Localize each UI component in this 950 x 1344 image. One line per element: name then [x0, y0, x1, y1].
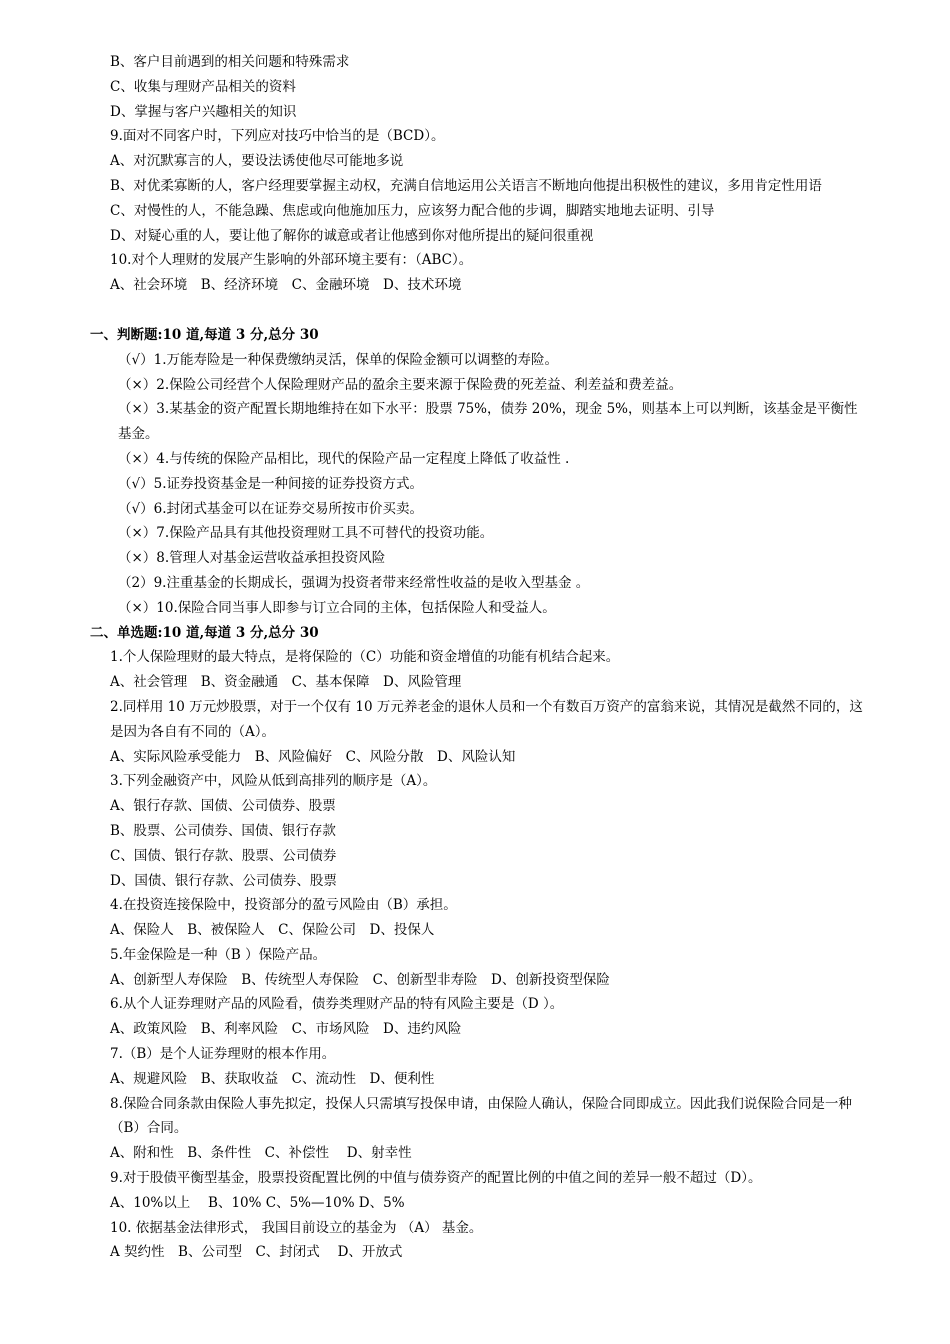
- question-line: B、对优柔寡断的人，客户经理要掌握主动权，充满自信地运用公关语言不断地向他提出积极性的建议，多用肯定性用语: [110, 177, 822, 194]
- options-line: A、社会管理 B、资金融通 C、基本保障 D、风险管理: [110, 674, 462, 691]
- question-line: D、掌握与客户兴趣相关的知识: [110, 103, 297, 120]
- judge-item: （×）7.保险产品具有其他投资理财工具不可替代的投资功能。: [118, 525, 494, 542]
- question-line: 7.（B）是个人证券理财的根本作用。: [110, 1046, 336, 1063]
- single-choice-section: [90, 621, 870, 1266]
- judge-item: （√）1.万能寿险是一种保费缴纳灵活，保单的保险金额可以调整的寿险。: [118, 351, 558, 368]
- section-heading: 一、判断题:10 道,每道 3 分,总分 30: [90, 326, 319, 343]
- section-gap: [110, 298, 870, 323]
- question-line: 5.年金保险是一种（B ）保险产品。: [110, 946, 327, 963]
- options-line: B、股票、公司债券、国债、银行存款: [110, 822, 336, 839]
- options-line: A、银行存款、国债、公司债券、股票: [110, 798, 336, 815]
- judge-item: （2）9.注重基金的长期成长，强调为投资者带来经常性收益的是收入型基金 。: [118, 574, 590, 591]
- question-line: 10.对个人理财的发展产生影响的外部环境主要有：（ABC）。: [110, 252, 473, 269]
- question-line: C、对慢性的人，不能急躁、焦虑或向他施加压力，应该努力配合他的步调，脚踏实地地去证明、引导: [110, 202, 715, 219]
- question-line: 3.下列金融资产中，风险从低到高排列的顺序是（A）。: [110, 773, 437, 790]
- question-line: 8.保险合同条款由保险人事先拟定，投保人只需填写投保申请，由保险人确认，保险合同即成立。因此我们说保险合同是一种（B）合同。: [110, 1095, 852, 1137]
- judge-item: （√）6.封闭式基金可以在证券交易所按市价买卖。: [118, 500, 423, 517]
- options-line: A、政策风险 B、利率风险 C、市场风险 D、违约风险: [110, 1021, 462, 1038]
- question-line: 4.在投资连接保险中，投资部分的盈亏风险由（B）承担。: [110, 897, 457, 914]
- options-line: C、国债、银行存款、股票、公司债券: [110, 847, 337, 864]
- question-line: 1.个人保险理财的最大特点，是将保险的（C）功能和资金增值的功能有机结合起来。: [110, 649, 620, 666]
- question-line: 2.同样用 10 万元炒股票，对于一个仅有 10 万元养老金的退休人员和一个有数百万资产的富翁来说，其情况是截然不同的，这是因为各自有不同的（A）。: [110, 698, 863, 740]
- options-line: A、创新型人寿保险 B、传统型人寿保险 C、创新型非寿险 D、创新投资型保险: [110, 971, 610, 988]
- options-line: A、保险人 B、被保险人 C、保险公司 D、投保人: [110, 922, 435, 939]
- judge-item: （×）10.保险合同当事人即参与订立合同的主体，包括保险人和受益人。: [118, 599, 556, 616]
- question-line: 9.面对不同客户时，下列应对技巧中恰当的是（BCD）。: [110, 128, 445, 145]
- question-line: 9.对于股债平衡型基金，股票投资配置比例的中值与债券资产的配置比例的中值之间的差异一般不超过（D）。: [110, 1170, 762, 1187]
- judge-item: （×）8.管理人对基金运营收益承担投资风险: [118, 550, 386, 567]
- options-line: A、实际风险承受能力 B、风险偏好 C、风险分散 D、风险认知: [110, 748, 516, 765]
- question-line: B、客户目前遇到的相关问题和特殊需求: [110, 54, 350, 70]
- question-line: D、对疑心重的人，要让他了解你的诚意或者让他感到你对他所提出的疑问很重视: [110, 227, 594, 244]
- judge-item: （√）5.证券投资基金是一种间接的证券投资方式。: [118, 475, 423, 492]
- question-line: A、对沉默寡言的人，要设法诱使他尽可能地多说: [110, 153, 404, 170]
- question-line: C、收集与理财产品相关的资料: [110, 78, 296, 95]
- options-line: D、国债、银行存款、公司债券、股票: [110, 872, 337, 889]
- question-line: 10. 依据基金法律形式， 我国目前设立的基金为 （A） 基金。: [110, 1219, 483, 1236]
- judge-section: [90, 323, 870, 621]
- options-line: A、10%以上 B、10% C、5%—10% D、5%: [110, 1194, 405, 1211]
- options-line: A、附和性 B、条件性 C、补偿性 D、射幸性: [110, 1145, 412, 1162]
- options-line: A 契约性 B、公司型 C、封闭式 D、开放式: [110, 1244, 403, 1261]
- part1-tail: [110, 50, 870, 298]
- section-heading: 二、单选题:10 道,每道 3 分,总分 30: [90, 624, 319, 641]
- question-line: A、社会环境 B、经济环境 C、金融环境 D、技术环境: [110, 277, 462, 294]
- question-line: 6.从个人证券理财产品的风险看，债券类理财产品的特有风险主要是（D ）。: [110, 996, 564, 1013]
- judge-item: （×）2.保险公司经营个人保险理财产品的盈余主要来源于保险费的死差益、利差益和费差益。: [118, 376, 683, 393]
- judge-item: （×）3.某基金的资产配置长期地维持在如下水平：股票 75%，债券 20%，现金 5%，则基本上可以判断，该基金是平衡性基金。: [118, 401, 858, 443]
- judge-item: （×）4.与传统的保险产品相比，现代的保险产品一定程度上降低了收益性 .: [118, 450, 570, 467]
- options-line: A、规避风险 B、获取收益 C、流动性 D、便利性: [110, 1070, 435, 1087]
